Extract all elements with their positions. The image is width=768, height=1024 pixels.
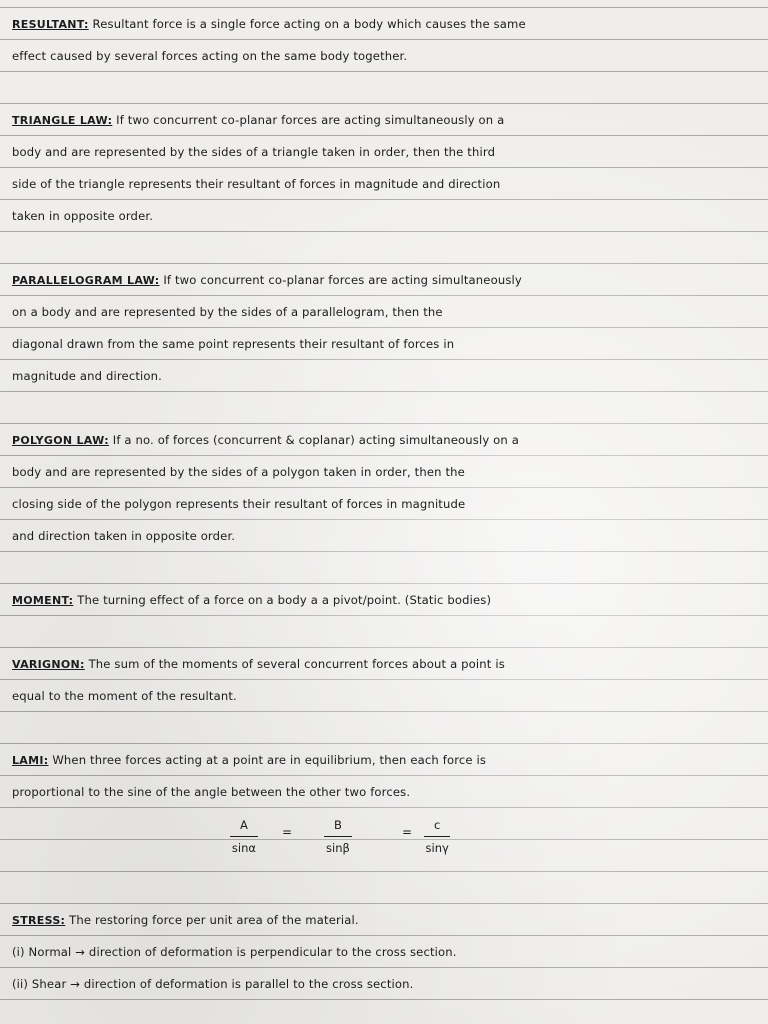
- numerator: A: [230, 814, 258, 837]
- text-line: [12, 424, 758, 456]
- text-line: (ii) Shear → direction of deformation is parallel to the cross section.: [12, 977, 414, 991]
- denominator: sinβ: [326, 841, 350, 855]
- denominator: sinα: [231, 841, 256, 855]
- denominator: sinγ: [425, 841, 449, 855]
- notes-content: [12, 8, 758, 1000]
- text-line: effect caused by several forces acting on the same body together.: [12, 49, 408, 63]
- section-heading: TRIANGLE LAW:: [12, 114, 113, 127]
- lami-section: [12, 744, 758, 872]
- text-line: on a body and are represented by the sides of a parallelogram, then the: [12, 305, 443, 319]
- text-line: (i) Normal → direction of deformation is perpendicular to the cross section.: [12, 945, 457, 959]
- section-heading: STRESS:: [12, 914, 66, 927]
- section-text: If two concurrent co-planar forces are acting simultaneously on a: [116, 113, 505, 127]
- fraction-a: [230, 814, 258, 859]
- section-heading: LAMI:: [12, 754, 49, 767]
- polygon-law-section: [12, 424, 758, 552]
- numerator: c: [424, 814, 450, 837]
- text-line: body and are represented by the sides of a triangle taken in order, then the third: [12, 145, 496, 159]
- section-heading: VARIGNON:: [12, 658, 85, 671]
- section-text: Resultant force is a single force acting on a body which causes the same: [92, 17, 526, 31]
- section-text: The turning effect of a force on a body a a pivot/point. (Static bodies): [77, 593, 492, 607]
- triangle-law-section: [12, 104, 758, 232]
- fraction-c: [424, 814, 450, 859]
- text-line: body and are represented by the sides of a polygon taken in order, then the: [12, 465, 465, 479]
- fraction-b: [324, 814, 352, 859]
- text-line: [12, 104, 758, 136]
- resultant-section: [12, 8, 758, 72]
- text-line: [12, 648, 758, 680]
- stress-section: [12, 904, 758, 1000]
- section-text: If two concurrent co-planar forces are acting simultaneously: [163, 273, 522, 287]
- section-heading: MOMENT:: [12, 594, 74, 607]
- section-text: When three forces acting at a point are in equilibrium, then each force is: [52, 753, 487, 767]
- text-line: and direction taken in opposite order.: [12, 529, 236, 543]
- section-text: The sum of the moments of several concurrent forces about a point is: [88, 657, 505, 671]
- text-line: diagonal drawn from the same point represents their resultant of forces in: [12, 337, 455, 351]
- section-text: If a no. of forces (concurrent & coplanar) acting simultaneously on a: [112, 433, 520, 447]
- text-line: [12, 584, 758, 616]
- text-line: closing side of the polygon represents their resultant of forces in magnitude: [12, 497, 466, 511]
- section-heading: POLYGON LAW:: [12, 434, 109, 447]
- text-line: equal to the moment of the resultant.: [12, 689, 237, 703]
- parallelogram-law-section: [12, 264, 758, 392]
- text-line: magnitude and direction.: [12, 369, 162, 383]
- text-line: [12, 904, 758, 936]
- section-text: The restoring force per unit area of the material.: [69, 913, 359, 927]
- text-line: proportional to the sine of the angle between the other two forces.: [12, 785, 411, 799]
- numerator: B: [324, 814, 352, 837]
- varignon-section: [12, 648, 758, 712]
- section-heading: PARALLELOGRAM LAW:: [12, 274, 160, 287]
- equals-sign: =: [282, 825, 293, 839]
- text-line: [12, 8, 758, 40]
- moment-section: [12, 584, 758, 616]
- text-line: [12, 744, 758, 776]
- text-line: side of the triangle represents their resultant of forces in magnitude and direction: [12, 177, 501, 191]
- text-line: taken in opposite order.: [12, 209, 154, 223]
- equals-sign: =: [402, 825, 413, 839]
- lami-formula: [12, 808, 758, 872]
- text-line: [12, 264, 758, 296]
- section-heading: RESULTANT:: [12, 18, 89, 31]
